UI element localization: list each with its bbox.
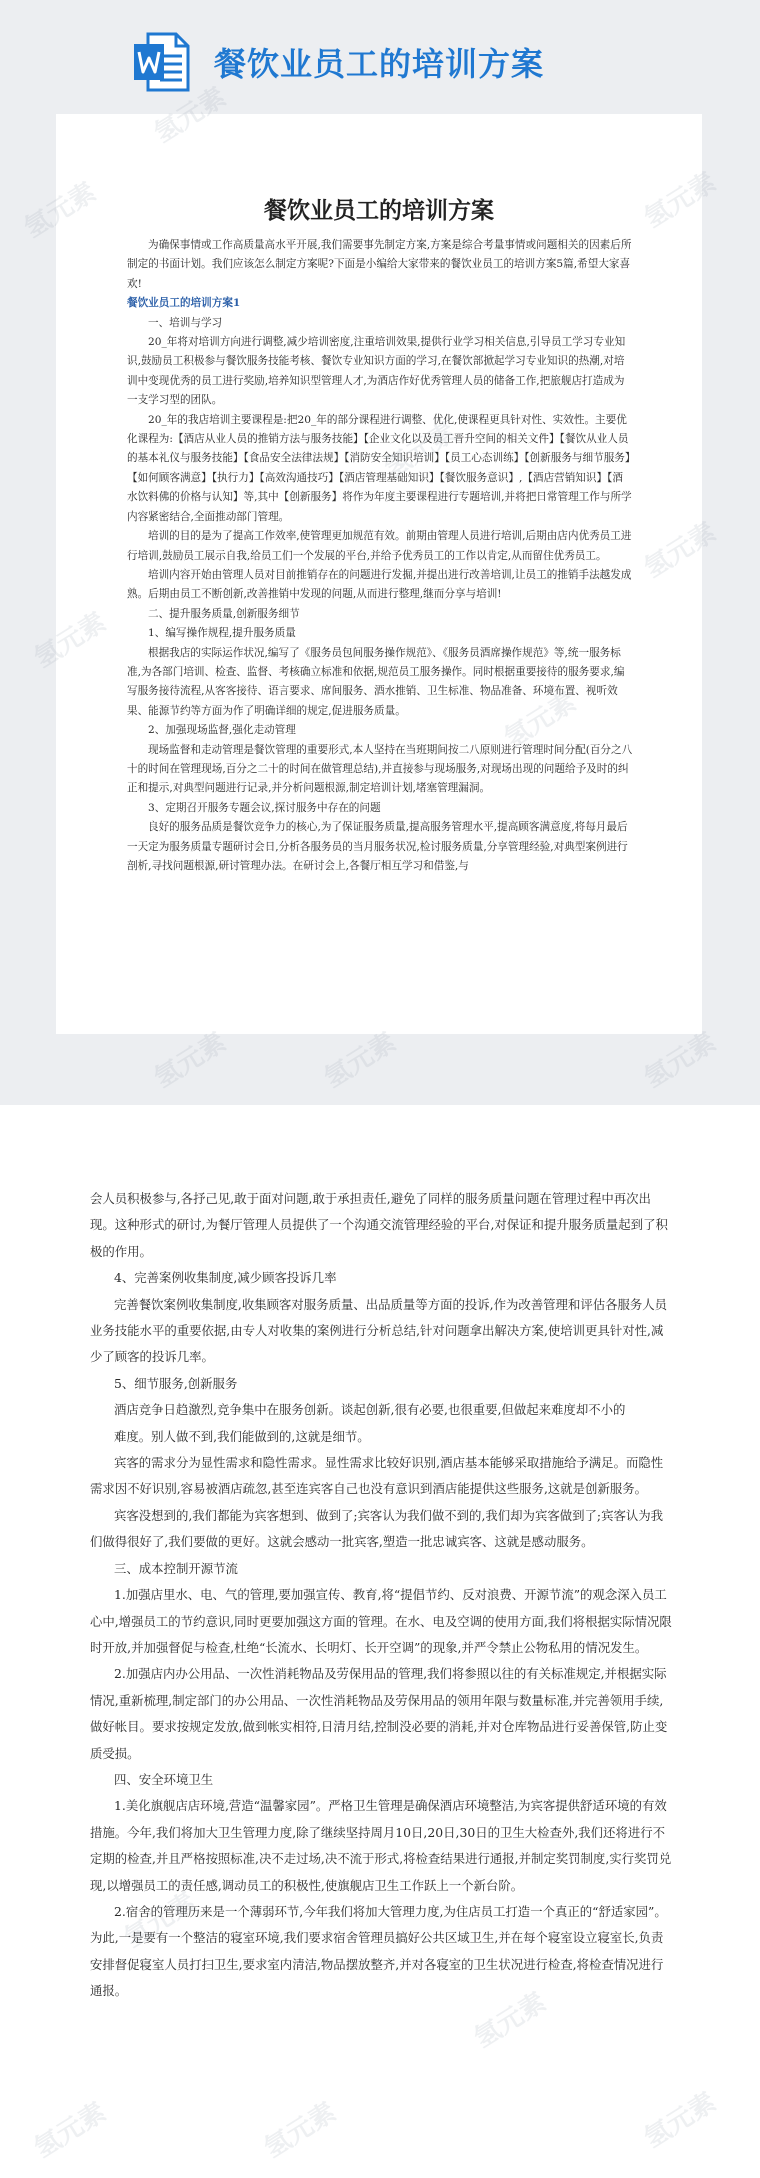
header-banner	[0, 0, 760, 110]
subsection-heading: 5、细节服务,创新服务	[114, 1375, 238, 1391]
section-heading: 三、成本控制开源节流	[114, 1560, 238, 1576]
page-1-body	[127, 236, 633, 876]
paragraph: 培训内容开始由管理人员对目前推销存在的问题进行发掘,并提出进行改善培训,让员工的推销手法越发成熟。后期由员工不断创新,改善推销中发现的问题,从而进行整理,继而分享与培训!	[127, 568, 632, 601]
paragraph: 1.加强店里水、电、气的管理,要加强宣传、教育,将“提倡节约、反对浪费、开源节流”的观念深入员工心中,增强员工的节约意识,同时更要加强这方面的管理。在水、电及空调的使用方面,我们将根据实际情况限时开放,并加强督促与检查,杜绝“长流水、长明灯、长开空调”的现象,并严令禁止公物私用的情况发生。	[90, 1587, 672, 1655]
watermark: 氢元素	[259, 2097, 342, 2165]
paragraph: 会人员积极参与,各抒己见,敢于面对问题,敢于承担责任,避免了同样的服务质量问题在管理过程中再次出现。这种形式的研讨,为餐厅管理人员提供了一个沟通交流管理经验的平台,对保证和提升服务质量起到了积极的作用。	[90, 1191, 668, 1259]
word-document-icon	[130, 30, 194, 94]
paragraph: 培训的目的是为了提高工作效率,使管理更加规范有效。前期由管理人员进行培训,后期由店内优秀员工进行培训,鼓励员工展示自我,给员工们一个发展的平台,并给予优秀员工的工作以肯定,从而留住优秀员工。	[127, 530, 632, 562]
subsection-heading: 2、加强现场监督,强化走动管理	[148, 724, 296, 737]
subsection-heading: 1、编写操作规程,提升服务质量	[148, 627, 296, 640]
watermark: 氢元素	[639, 2087, 722, 2155]
paragraph: 完善餐饮案例收集制度,收集顾客对服务质量、出品质量等方面的投诉,作为改善管理和评估各服务人员业务技能水平的重要依据,由专人对收集的案例进行分析总结,针对问题拿出解决方案,使培训更具针对性,减少了顾客的投诉几率。	[90, 1296, 668, 1365]
paragraph: 现场监督和走动管理是餐饮管理的重要形式,本人坚持在当班期间按二八原则进行管理时间分配(百分之八十的时间在管理现场,百分之二十的时间在做管理总结),并直接参与现场服务,对现场出现的问题给予及时的纠正和提示,对典型问题进行记录,并分析问题根源,制定培训计划,堵塞管理漏洞。	[127, 743, 633, 795]
paragraph: 1.美化旗舰店店环境,营造“温馨家园”。严格卫生管理是确保酒店环境整洁,为宾客提供舒适环境的有效措施。今年,我们将加大卫生管理力度,除了继续坚持周月10日,20日,30日的卫生大检查外,我们还将进行不定期的检查,并且严格按照标准,决不走过场,决不流于形式,将检查结果进行通报,并制定奖罚制度,实行奖罚兑现,以增强员工的责任感,调动员工的积极性,使旗舰店卫生工作跃上一个新台阶。	[90, 1798, 672, 1893]
document-page-1	[56, 114, 702, 1034]
watermark: 氢元素	[469, 1987, 552, 2055]
page-2-body	[90, 1186, 672, 2005]
section-subtitle: 餐饮业员工的培训方案1	[127, 297, 241, 310]
paragraph: 良好的服务品质是餐饮竞争力的核心,为了保证服务质量,提高服务管理水平,提高顾客满意度,将每月最后一天定为服务质量专题研讨会日,分析各服务员的当月服务状况,检讨服务质量,分享管理经验,对典型案例进行剖析,寻找问题根源,研讨管理办法。在研讨会上,各餐厅相互学习和借鉴,与	[127, 821, 628, 872]
paragraph: 20_年的我店培训主要课程是:把20_年的部分课程进行调整、优化,使课程更具针对性、实效性。主要优化课程为:【酒店从业人员的推销方法与服务技能】【企业文化以及员工晋升空间的相关文件】【餐饮从业人员的基本礼仪与服务技能】【食品安全法律法规】【消防安全知识培训】【员工心态训练】【创新服务与细节服务】【如何顾客满意】【执行力】【高效沟通技巧】【酒店管理基础知识】【餐饮服务意识】,【酒店营销知识】【酒水饮料佛的价格与认知】等,其中【创新服务】将作为年度主要课程进行专题培训,并将把日常管理工作与所学内容紧密结合,全面推动部门管理。	[127, 413, 632, 523]
watermark: 氢元素	[119, 1887, 202, 1955]
paragraph: 宾客没想到的,我们都能为宾客想到、做到了;宾客认为我们做不到的,我们却为宾客做到了;宾客认为我们做得很好了,我们要做的更好。这就会感动一批宾客,塑造一批忠诚宾客、这就是感动服务。	[90, 1507, 664, 1550]
document-title: 餐饮业员工的培训方案	[264, 197, 494, 224]
section-heading: 一、培训与学习	[148, 316, 223, 329]
paragraph: 2.宿舍的管理历来是一个薄弱环节,今年我们将加大管理力度,为住店员工打造一个真正的“舒适家园”。为此,一是要有一个整洁的寝室环境,我们要求宿舍管理员搞好公共区域卫生,并在每个寝室设立寝室长,负责安排督促寝室人员打扫卫生,要求室内清洁,物品摆放整齐,并对各寝室的卫生状况进行检查,将检查情况进行通报。	[90, 1903, 667, 1999]
watermark: 氢元素	[319, 1027, 402, 1095]
intro-paragraph: 为确保事情或工作高质量高水平开展,我们需要事先制定方案,方案是综合考量事情或问题相关的因素后所制定的书面计划。我们应该怎么制定方案呢?下面是小编给大家带来的餐饮业员工的培训方案5篇,希望大家喜欢!	[127, 239, 632, 290]
paragraph: 20_年将对培训方向进行调整,减少培训密度,注重培训效果,提供行业学习相关信息,引导员工学习专业知识,鼓励员工积极参与餐饮服务技能考核、餐饮专业知识方面的学习,在餐饮部掀起学习专业知识的热潮,对培训中变现优秀的员工进行奖励,培养知识型管理人才,为酒店作好优秀管理人员的储备工作,把旅舰店打造成为一支学习型的团队。	[127, 336, 626, 407]
watermark: 氢元素	[149, 1027, 232, 1095]
watermark: 氢元素	[29, 2097, 112, 2165]
paragraph: 宾客的需求分为显性需求和隐性需求。显性需求比较好识别,酒店基本能够采取措施给予满足。而隐性需求因不好识别,容易被酒店疏忽,甚至连宾客自己也没有意识到酒店能提供这些服务,这就是创新服务。	[90, 1455, 664, 1497]
header-title: 餐饮业员工的培训方案	[214, 45, 545, 83]
watermark: 氢元素	[639, 1027, 722, 1095]
subsection-heading: 4、完善案例收集制度,减少顾客投诉几率	[114, 1270, 337, 1286]
paragraph: 根据我店的实际运作状况,编写了《服务员包间服务操作规范》、《服务员酒席操作规范》等,统一服务标准,为各部门培训、检查、监督、考核确立标准和依据,规范员工服务操作。同时根据重要接待的服务要求,编写服务接待流程,从客客接待、语言要求、席间服务、酒水推销、卫生标准、物品准备、环境布置、视听效果、能源节约等方面为作了明确详细的规定,促进服务质量。	[127, 646, 625, 717]
paragraph: 酒店竞争日趋激烈,竞争集中在服务创新。谈起创新,很有必要,也很重要,但做起来难度却不小的	[114, 1402, 626, 1418]
section-heading: 四、安全环境卫生	[114, 1771, 214, 1787]
subsection-heading: 3、定期召开服务专题会议,探讨服务中存在的问题	[148, 801, 381, 814]
paragraph: 难度。别人做不到,我们能做到的,这就是细节。	[114, 1428, 370, 1444]
section-heading: 二、提升服务质量,创新服务细节	[148, 607, 300, 620]
paragraph: 2.加强店内办公用品、一次性消耗物品及劳保用品的管理,我们将参照以往的有关标准规定,并根据实际情况,重新梳理,制定部门的办公用品、一次性消耗物品及劳保用品的领用年限与数量标准,并完善领用手续,做好帐目。要求按规定发放,做到帐实相符,日清月结,控制没必要的消耗,并对仓库物品进行妥善保管,防止变质受损。	[90, 1666, 668, 1761]
